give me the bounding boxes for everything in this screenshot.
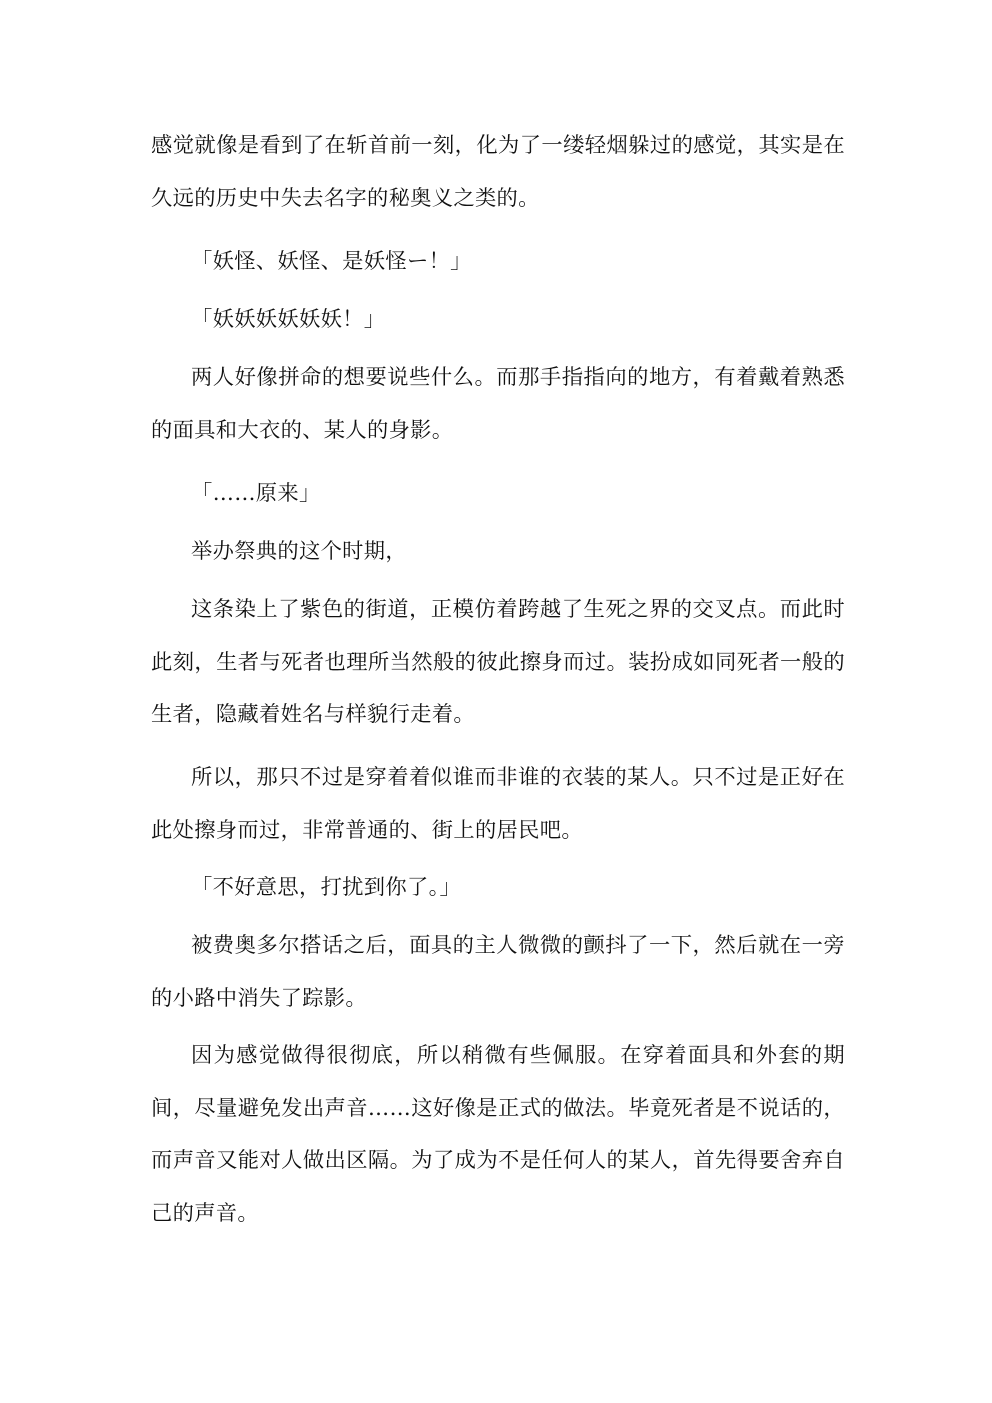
paragraph-5-dialogue: 「……原来」 <box>191 481 321 506</box>
paragraph-9-dialogue: 「不好意思，打扰到你了。」 <box>191 875 462 900</box>
paragraph-2-dialogue: 「妖怪、妖怪、是妖怪ー！」 <box>191 249 472 274</box>
paragraph-10: 被费奥多尔搭话之后，面具的主人微微的颤抖了一下，然后就在一旁的小路中消失了踪影。 <box>151 933 845 1011</box>
paragraph-7: 这条染上了紫色的街道，正模仿着跨越了生死之界的交叉点。而此时此刻，生者与死者也理所当然般的彼此擦身而过。装扮成如同死者一般的生者，隐藏着姓名与样貌行走着。 <box>151 597 845 727</box>
paragraph-3-dialogue: 「妖妖妖妖妖妖！」 <box>191 307 386 332</box>
paragraph-4: 两人好像拼命的想要说些什么。而那手指指向的地方，有着戴着熟悉的面具和大衣的、某人的身影。 <box>151 365 845 443</box>
paragraph-11: 因为感觉做得很彻底，所以稍微有些佩服。在穿着面具和外套的期间，尽量避免发出声音……这好像是正式的做法。毕竟死者是不说话的，而声音又能对人做出区隔。为了成为不是任何人的某人，首先得要舍弃自己的声音。 <box>151 1043 845 1226</box>
paragraph-8: 所以，那只不过是穿着着似谁而非谁的衣装的某人。只不过是正好在此处擦身而过，非常普通的、街上的居民吧。 <box>151 765 845 843</box>
paragraph-1: 感觉就像是看到了在斩首前一刻，化为了一缕轻烟躲过的感觉，其实是在久远的历史中失去名字的秘奥义之类的。 <box>151 133 845 211</box>
paragraph-6: 举办祭典的这个时期， <box>191 539 407 564</box>
